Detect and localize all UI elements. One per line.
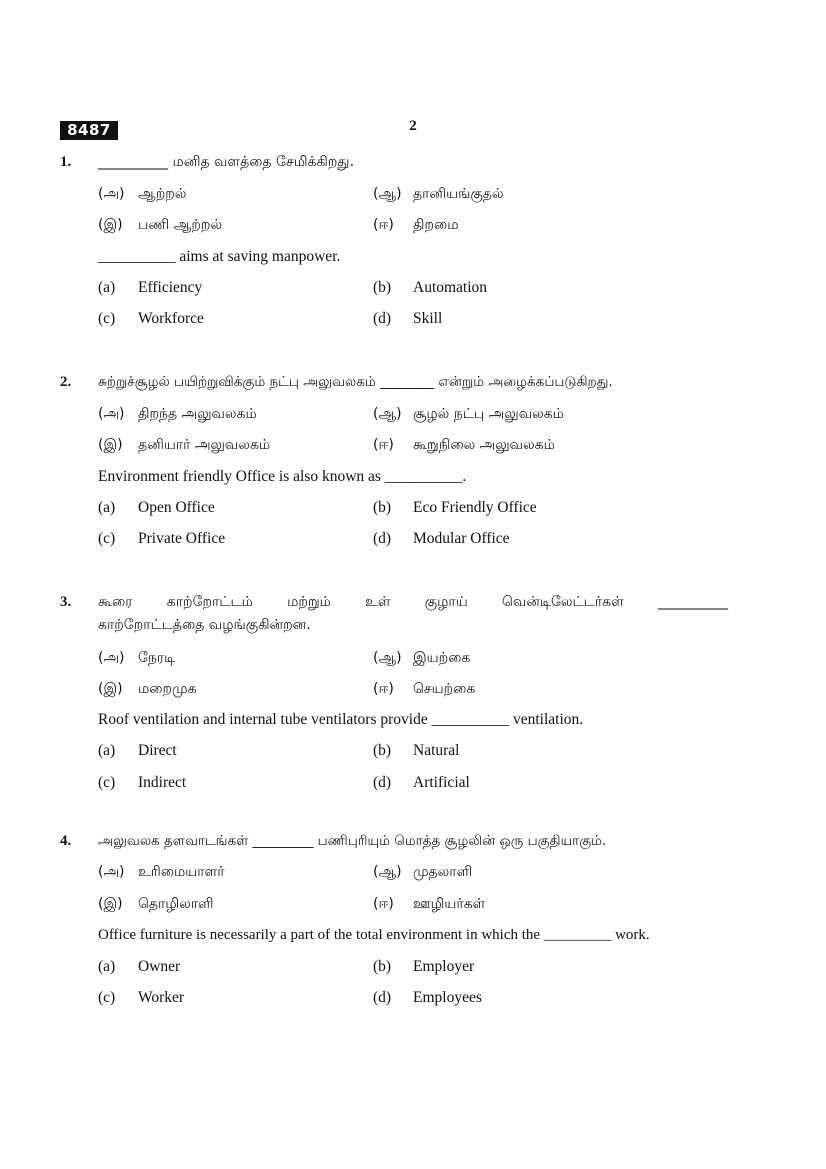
option-label: (c): [98, 310, 116, 327]
option-label: (ஈ): [373, 681, 394, 697]
option-text: Private Office: [138, 530, 226, 547]
option-text: கூறுநிலை அலுவலகம்: [413, 437, 555, 453]
option: [373, 435, 555, 455]
option: [98, 404, 257, 424]
option-text: Worker: [138, 989, 185, 1006]
option: [373, 309, 442, 329]
question-text-english: Environment friendly Office is also known as __________.: [98, 468, 467, 485]
option: [373, 529, 510, 549]
option-label: (இ): [98, 681, 123, 697]
question-text-english: Roof ventilation and internal tube ventilators provide __________ ventilation.: [98, 711, 584, 728]
option-label: (இ): [98, 437, 123, 453]
option-text: Owner: [138, 958, 181, 975]
option-label: (d): [373, 989, 392, 1006]
option-label: (b): [373, 742, 392, 759]
option-label: (அ): [98, 650, 125, 666]
option-text: Employees: [413, 989, 482, 1006]
option-label: (b): [373, 499, 392, 516]
option: [373, 988, 482, 1008]
option: [98, 529, 225, 549]
question-number: 4.: [60, 833, 72, 849]
option-text: ஊழியர்கள்: [413, 896, 486, 912]
option-text: சூழல் நட்பு அலுவலகம்: [413, 406, 564, 422]
option-text: நேரடி: [138, 650, 176, 666]
option-text: மறைமுக: [138, 681, 197, 697]
option-label: (ஈ): [373, 217, 394, 233]
option-label: (d): [373, 310, 392, 327]
option-text: Employer: [413, 958, 475, 975]
option: [98, 894, 214, 914]
option-text: Modular Office: [413, 530, 510, 547]
option-label: (அ): [98, 186, 125, 202]
option-label: (ஆ): [373, 406, 402, 422]
option: [98, 278, 202, 298]
option-text: செயற்கை: [413, 681, 476, 697]
option-text: Indirect: [138, 774, 187, 791]
option-label: (ஈ): [373, 437, 394, 453]
option-label: (a): [98, 279, 116, 296]
option-label: (b): [373, 279, 392, 296]
question-text-tamil: சுற்றுச்சூழல் பயிற்றுவிக்கும் நட்பு அலுவலகம் ________ என்றும் அழைக்கப்படுகிறது.: [98, 374, 613, 390]
option-text: ஆற்றல்: [138, 186, 187, 202]
option: [98, 498, 215, 518]
option: [373, 278, 487, 298]
question-text-tamil: அலுவலக தளவாடங்கள் _________ பணிபுரியும் மொத்த சூழலின் ஒரு பகுதியாகும்.: [98, 833, 607, 849]
option-text: தானியங்குதல்: [413, 186, 504, 202]
option-text: உரிமையாளர்: [138, 864, 225, 880]
option-text: திறந்த அலுவலகம்: [138, 406, 257, 422]
option-label: (அ): [98, 864, 125, 880]
option: [98, 988, 184, 1008]
option-text: Workforce: [138, 310, 204, 327]
option: [373, 862, 472, 882]
option-label: (c): [98, 530, 116, 547]
option-text: Eco Friendly Office: [413, 499, 537, 516]
option-label: (b): [373, 958, 392, 975]
option: [373, 894, 485, 914]
question-text-tamil: __________ மனித வளத்தை சேமிக்கிறது.: [98, 154, 355, 170]
option-text: தனியார் அலுவலகம்: [138, 437, 271, 453]
question-text-english: __________ aims at saving manpower.: [98, 248, 341, 265]
question-text-tamil-line2: காற்றோட்டத்தை வழங்குகின்றன.: [98, 617, 311, 633]
option: [98, 309, 204, 329]
option: [98, 957, 180, 977]
option-text: Skill: [413, 310, 443, 327]
option-label: (ஆ): [373, 650, 402, 666]
option-label: (ஆ): [373, 186, 402, 202]
option-label: (அ): [98, 406, 125, 422]
option: [98, 184, 186, 204]
option: [373, 498, 537, 518]
option-label: (d): [373, 530, 392, 547]
question-number: 1.: [60, 154, 72, 170]
option-label: (ஈ): [373, 896, 394, 912]
option-label: (இ): [98, 896, 123, 912]
option: [98, 679, 197, 699]
option-label: (a): [98, 742, 116, 759]
option-text: தொழிலாளி: [138, 896, 214, 912]
option: [98, 741, 177, 761]
option-text: பணி ஆற்றல்: [138, 217, 223, 233]
option-text: Automation: [413, 279, 488, 296]
option: [98, 773, 186, 793]
option-text: Artificial: [413, 774, 470, 791]
option-text: Natural: [413, 742, 460, 759]
option-text: திறமை: [413, 217, 459, 233]
question-number: 2.: [60, 374, 72, 390]
question-text-english: Office furniture is necessarily a part of the total environment in which the _________ work.: [98, 927, 650, 943]
option: [373, 741, 459, 761]
option: [98, 215, 222, 235]
option: [373, 404, 564, 424]
option-text: Open Office: [138, 499, 215, 516]
option-text: இயற்கை: [413, 650, 471, 666]
option-text: முதலாளி: [413, 864, 473, 880]
option-label: (c): [98, 774, 116, 791]
option-label: (c): [98, 989, 116, 1006]
option-label: (a): [98, 499, 116, 516]
question-number: 3.: [60, 594, 72, 610]
page-number: 2: [409, 118, 417, 134]
option: [373, 648, 470, 668]
option: [98, 648, 175, 668]
option-text: Efficiency: [138, 279, 203, 296]
option: [373, 215, 459, 235]
option: [373, 957, 474, 977]
question-text-tamil-line1: கூரை காற்றோட்டம் மற்றும் உள் குழாய் வென்டிலேட்டர்கள் __________: [98, 594, 728, 610]
option-label: (ஆ): [373, 864, 402, 880]
option: [98, 435, 270, 455]
option: [373, 679, 475, 699]
option-text: Direct: [138, 742, 177, 759]
option: [98, 862, 225, 882]
option: [373, 773, 470, 793]
option-label: (இ): [98, 217, 123, 233]
paper-code: 8487: [60, 121, 118, 140]
option-label: (a): [98, 958, 116, 975]
option: [373, 184, 504, 204]
option-label: (d): [373, 774, 392, 791]
